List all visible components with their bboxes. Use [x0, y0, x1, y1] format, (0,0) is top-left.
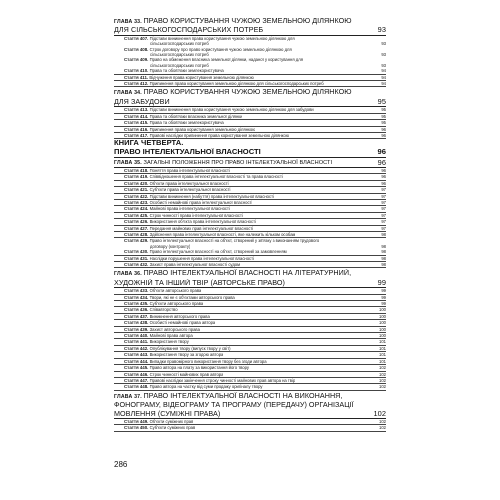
- article-label: Стаття 444.: [124, 358, 150, 364]
- article-text: Припинення права користування земельною ділянкою: [149, 126, 256, 132]
- chapter-line: [114, 17, 386, 26]
- page-ref: 93: [381, 52, 386, 58]
- page-ref: 96: [381, 126, 386, 132]
- article-text: Випадки правомірного використання твору без згоди автора: [149, 358, 267, 364]
- chapter-line: [114, 26, 386, 35]
- article-text: Твори, які не є об'єктами авторського права: [149, 294, 235, 300]
- article-text: Строк чинності майнових прав автора: [149, 371, 224, 377]
- article-text: Використання твору: [149, 339, 189, 345]
- chapter-label: ГЛАВА 33.: [114, 19, 144, 25]
- article-label: Стаття 447.: [124, 377, 150, 383]
- article-label: Стаття 417.: [124, 132, 150, 138]
- book-line: [114, 148, 386, 158]
- article-label: Стаття 424.: [124, 206, 150, 212]
- page-ref: 96: [381, 174, 386, 180]
- page-ref: 94: [381, 68, 386, 74]
- article-label: Стаття 425.: [124, 212, 150, 218]
- article-title: [124, 249, 287, 254]
- chapter-text: ДЛЯ СІЛЬСЬКОГОСПОДАРСЬКИХ ПОТРЕБ: [114, 26, 264, 35]
- article-label: Стаття 442.: [124, 345, 150, 351]
- page-ref: 102: [373, 409, 386, 418]
- page-ref: 101: [379, 339, 386, 345]
- page-ref: 100: [379, 313, 386, 319]
- article-text: Майнові права автора: [149, 333, 193, 339]
- article-label: Стаття 430.: [124, 249, 150, 255]
- page-ref: 98: [381, 231, 386, 237]
- cont-text: сільськогосподарських потреб: [150, 52, 209, 58]
- article-line: [114, 384, 386, 390]
- article-label: Стаття 428.: [124, 231, 150, 237]
- article-title: [124, 68, 224, 73]
- article-title: [124, 346, 231, 351]
- article-text: Строк договору про право користування чужою земельною ділянкою для: [149, 46, 292, 52]
- article-label: Стаття 446.: [124, 371, 150, 377]
- chapter-label: ГЛАВА 36.: [114, 271, 144, 278]
- article-title: [124, 301, 203, 306]
- article-label: Стаття 448.: [124, 384, 150, 390]
- article-text: Суб'єкти авторського права: [149, 301, 204, 307]
- chapter-entry[interactable]: [114, 17, 386, 36]
- article-title: [124, 320, 215, 325]
- article-title: [124, 425, 195, 430]
- chapter-title: [114, 279, 285, 287]
- page-ref: 100: [379, 326, 386, 332]
- article-label: Стаття 422.: [124, 193, 150, 199]
- chapter-title: [114, 98, 170, 106]
- chapter-text: ПРАВО КОРИСТУВАННЯ ЧУЖОЮ ЗЕМЕЛЬНОЮ ДІЛЯНКОЮ: [143, 17, 352, 25]
- page-ref: 102: [379, 365, 386, 371]
- article-text: Особисті немайнові права інтелектуальної власності: [149, 199, 253, 205]
- article-label: Стаття 436.: [124, 307, 150, 313]
- article-text: Захист права інтелектуальної власності судом: [149, 262, 241, 267]
- cont-text: договору (контракту): [150, 243, 191, 249]
- article-label: Стаття 413.: [124, 107, 150, 113]
- article-line: [114, 262, 386, 268]
- page-ref: 96: [381, 167, 386, 173]
- page-ref: 95: [381, 120, 386, 126]
- page-ref: 97: [381, 199, 386, 205]
- article-title: [124, 384, 263, 389]
- article-title: [124, 133, 289, 138]
- page-ref: 102: [379, 377, 386, 383]
- article-label: Стаття 421.: [124, 187, 150, 193]
- chapter-line: [114, 401, 386, 409]
- article-text: Передання майнових прав інтелектуальної власності: [149, 225, 254, 231]
- article-title: [124, 114, 242, 119]
- page-ref: 99: [377, 278, 386, 287]
- article-title: [124, 75, 254, 80]
- chapter-entry[interactable]: [114, 392, 386, 419]
- article-title: [124, 206, 230, 211]
- article-title: [124, 181, 229, 186]
- page-ref: 95: [381, 107, 386, 113]
- page-ref: 98: [381, 243, 386, 249]
- article-label: Стаття 429.: [124, 238, 150, 244]
- cont-text: сільськогосподарських потреб: [150, 41, 209, 47]
- page-ref: 99: [381, 288, 386, 294]
- chapter-title: [114, 269, 351, 278]
- chapter-line: [114, 410, 386, 419]
- article-title: [124, 419, 193, 424]
- page-ref: 93: [377, 26, 386, 35]
- chapter-text: ПРАВО ІНТЕЛЕКТУАЛЬНОЇ ВЛАСНОСТІ НА ВИКОНАННЯ,: [143, 391, 343, 400]
- article-text: Припинення права користування земельною ділянкою для сільськогосподарських потреб: [149, 81, 324, 87]
- page-ref: 102: [379, 371, 386, 377]
- article-title: [124, 81, 324, 86]
- page-ref: 99: [381, 294, 386, 300]
- article-title: [124, 174, 283, 179]
- article-title: [124, 256, 254, 261]
- chapter-text: ХУДОЖНІЙ ТА ІНШИЙ ТВІР (АВТОРСЬКЕ ПРАВО): [114, 278, 285, 287]
- page-ref: 101: [379, 358, 386, 364]
- page-ref: 93: [381, 41, 386, 47]
- article-text: Об'єкти права інтелектуальної власності: [149, 180, 229, 186]
- chapter-line: [114, 279, 386, 288]
- page-ref: 100: [379, 307, 386, 313]
- article-label: Стаття 439.: [124, 326, 150, 332]
- chapter-text: ПРАВО КОРИСТУВАННЯ ЧУЖОЮ ЗЕМЕЛЬНОЮ ДІЛЯНКОЮ: [143, 88, 352, 97]
- article-title: [124, 314, 210, 319]
- article-title: [124, 365, 249, 370]
- article-title: [124, 194, 274, 199]
- article-label: Стаття 420.: [124, 180, 150, 186]
- article-text: Здійснення права інтелектуальної власності, яке належить кільком особам: [149, 231, 296, 237]
- article-label: Стаття 419.: [124, 174, 150, 180]
- chapter-text: МОВЛЕННЯ (СУМІЖНІ ПРАВА): [114, 409, 221, 418]
- article-entry[interactable]: [114, 262, 386, 268]
- page-ref: 100: [379, 320, 386, 326]
- article-text: Суб'єкти права інтелектуальної власності: [149, 187, 231, 193]
- chapter-entry[interactable]: [114, 159, 386, 168]
- chapter-title: [114, 401, 354, 409]
- article-title: [124, 232, 295, 237]
- article-title: [124, 295, 235, 300]
- article-text: Строк чинності права інтелектуальної власності: [149, 212, 243, 218]
- article-label: Стаття 418.: [124, 167, 150, 173]
- article-label: Стаття 441.: [124, 339, 150, 345]
- article-title: [124, 307, 178, 312]
- page-ref: 97: [381, 187, 386, 193]
- article-text: Правові наслідки закінчення строку чинності майнових прав автора на твір: [149, 377, 296, 383]
- page-ref: 98: [381, 255, 386, 261]
- chapter-label: ГЛАВА 34.: [114, 90, 144, 97]
- book-title: [114, 148, 261, 157]
- article-line: [114, 425, 386, 431]
- article-text: Використання об'єкта права інтелектуальної власності: [149, 219, 256, 225]
- article-text: Захист авторського права: [149, 326, 200, 332]
- chapter-text: ЗАГАЛЬНІ ПОЛОЖЕННЯ ПРО ПРАВО ІНТЕЛЕКТУАЛЬНОЇ ВЛАСНОСТІ: [143, 159, 333, 166]
- article-text: Право автора на частку від суми продажу оригіналу твору: [149, 384, 263, 390]
- article-text: Особисті немайнові права автора: [149, 320, 216, 326]
- chapter-label: ГЛАВА 35.: [114, 159, 144, 166]
- article-text: Майнові права інтелектуальної власності: [149, 206, 230, 212]
- book-text: КНИГА ЧЕТВЕРТА.: [114, 139, 184, 148]
- table-of-contents: [114, 16, 386, 432]
- page-ref: 98: [381, 249, 386, 255]
- article-title: [124, 359, 267, 364]
- article-label: Стаття 450.: [124, 425, 150, 431]
- chapter-title: [114, 159, 332, 167]
- article-title: [124, 168, 230, 173]
- article-title: [124, 352, 223, 357]
- article-line: [114, 81, 386, 87]
- chapter-title: [114, 410, 220, 418]
- article-text: Підстави виникнення права користування чужою земельною ділянкою для забудови: [149, 107, 314, 113]
- article-label: Стаття 426.: [124, 219, 150, 225]
- chapter-title: [114, 392, 342, 401]
- chapter-title: [114, 88, 352, 97]
- article-label: Стаття 443.: [124, 352, 150, 358]
- article-text: Співвідношення права інтелектуальної власності та права власності: [149, 174, 283, 180]
- article-title: [124, 226, 253, 231]
- chapter-line: [114, 88, 386, 97]
- article-label: Стаття 449.: [124, 418, 150, 424]
- article-title: [124, 333, 193, 338]
- page-ref: 95: [377, 97, 386, 106]
- page-ref: 102: [379, 425, 386, 431]
- article-label: Стаття 431.: [124, 255, 150, 261]
- chapter-entry[interactable]: [114, 88, 386, 107]
- book-entry[interactable]: [114, 139, 386, 157]
- article-label: Стаття 408.: [124, 46, 150, 52]
- page-ref: 96: [377, 147, 386, 156]
- article-title: [124, 200, 252, 205]
- article-label: Стаття 409.: [124, 57, 150, 63]
- page-ref: 97: [381, 193, 386, 199]
- chapter-text: ФОНОГРАМУ, ВІДЕОГРАМУ ТА ПРОГРАМУ (ПЕРЕДАЧУ) ОРГАНІЗАЦІЇ: [114, 401, 354, 410]
- article-label: Стаття 433.: [124, 288, 150, 294]
- chapter-label: ГЛАВА 37.: [114, 393, 144, 400]
- article-title: [124, 327, 200, 332]
- page-ref: 93: [381, 62, 386, 68]
- article-text: Об'єкти суміжних прав: [149, 418, 194, 424]
- page-ref: 101: [379, 345, 386, 351]
- page-ref: 94: [381, 74, 386, 80]
- page-ref: 95: [381, 113, 386, 119]
- page-ref: 101: [379, 352, 386, 358]
- chapter-title: [114, 17, 352, 26]
- article-title: [124, 127, 255, 132]
- chapter-text: ПРАВО ІНТЕЛЕКТУАЛЬНОЇ ВЛАСНОСТІ НА ЛІТЕРАТУРНИЙ,: [143, 269, 352, 278]
- article-text: Опублікування твору (випуск твору у світ): [149, 345, 231, 351]
- article-title: [124, 339, 189, 344]
- article-label: Стаття 437.: [124, 313, 150, 319]
- article-text: Співавторство: [149, 307, 178, 313]
- book-title: [114, 139, 183, 148]
- article-entry[interactable]: [114, 425, 386, 431]
- article-title: [124, 378, 295, 383]
- page-number: 286: [114, 460, 128, 469]
- article-text: Права та обов'язки землекористувача: [149, 120, 224, 126]
- article-label: Стаття 414.: [124, 113, 150, 119]
- article-label: Стаття 435.: [124, 301, 150, 307]
- cont-text: сільськогосподарських потреб: [150, 62, 209, 68]
- article-text: Відчуження права користування земельною ділянкою: [149, 74, 254, 80]
- article-label: Стаття 432.: [124, 262, 150, 267]
- chapter-entry[interactable]: [114, 269, 386, 288]
- article-label: Стаття 407.: [124, 35, 150, 41]
- article-label: Стаття 427.: [124, 225, 150, 231]
- article-text: Права та обов'язки власника земельної ділянки: [149, 113, 243, 119]
- book-line: [114, 139, 386, 148]
- article-text: Підстави виникнення (набуття) права інтелектуальної власності: [149, 193, 274, 199]
- chapter-line: [114, 159, 386, 168]
- page-ref: 97: [381, 212, 386, 218]
- article-title: [124, 107, 314, 112]
- article-text: Наслідки порушення права інтелектуальної власності: [149, 255, 255, 261]
- article-label: Стаття 415.: [124, 120, 150, 126]
- article-text: Використання твору за згодою автора: [149, 352, 224, 358]
- page-ref: 102: [379, 384, 386, 390]
- article-text: Підстави виникнення права користування чужою земельною ділянкою для: [149, 35, 295, 41]
- page-ref: 96: [381, 132, 386, 138]
- article-title: [124, 120, 224, 125]
- article-label: Стаття 412.: [124, 81, 150, 87]
- article-text: Право на обмеження власника земельної ділянки, наданої у користування для: [149, 57, 303, 63]
- chapter-title: [114, 26, 263, 34]
- chapter-line: [114, 269, 386, 278]
- article-text: Право інтелектуальної власності на об'єкт, створений за замовленням: [149, 249, 287, 255]
- article-label: Стаття 445.: [124, 365, 150, 371]
- article-text: Право автора на плату за використання його твору: [149, 365, 250, 371]
- article-text: Об'єкти авторського права: [149, 288, 202, 294]
- article-title: [124, 288, 201, 293]
- page-ref: 97: [381, 225, 386, 231]
- page-ref: 96: [377, 158, 386, 167]
- article-label: Стаття 416.: [124, 126, 150, 132]
- article-title: [124, 219, 256, 224]
- article-title: [124, 187, 231, 192]
- page-ref: 99: [381, 301, 386, 307]
- article-text: Права та обов'язки землекористувача: [149, 68, 224, 74]
- chapter-line: [114, 98, 386, 107]
- article-title: [124, 372, 223, 377]
- page-ref: 100: [379, 333, 386, 339]
- page-ref: 96: [381, 180, 386, 186]
- article-label: Стаття 438.: [124, 320, 150, 326]
- page-ref: 94: [381, 81, 386, 87]
- article-text: Право інтелектуальної власності на об'єкт, створений у зв'язку з виконанням трудового: [149, 238, 320, 244]
- article-text: Виникнення авторського права: [149, 313, 210, 319]
- article-label: Стаття 423.: [124, 199, 150, 205]
- article-label: Стаття 434.: [124, 294, 150, 300]
- chapter-text: ДЛЯ ЗАБУДОВИ: [114, 97, 170, 106]
- article-label: Стаття 411.: [124, 74, 150, 80]
- article-title: [124, 213, 243, 218]
- page-ref: 97: [381, 206, 386, 212]
- article-title: [124, 262, 240, 267]
- article-text: Поняття права інтелектуальної власності: [149, 167, 230, 173]
- article-text: Правові наслідки припинення права користування земельною ділянкою: [149, 132, 290, 138]
- article-label: Стаття 440.: [124, 333, 150, 339]
- book-text: ПРАВО ІНТЕЛЕКТУАЛЬНОЇ ВЛАСНОСТІ: [114, 147, 261, 156]
- article-entry[interactable]: [114, 81, 386, 87]
- article-text: Суб'єкти суміжних прав: [149, 425, 196, 431]
- article-label: Стаття 410.: [124, 68, 150, 74]
- page-ref: 97: [381, 219, 386, 225]
- page-ref: 98: [381, 262, 386, 267]
- page-ref: 102: [379, 418, 386, 424]
- chapter-line: [114, 392, 386, 401]
- article-entry[interactable]: [114, 384, 386, 390]
